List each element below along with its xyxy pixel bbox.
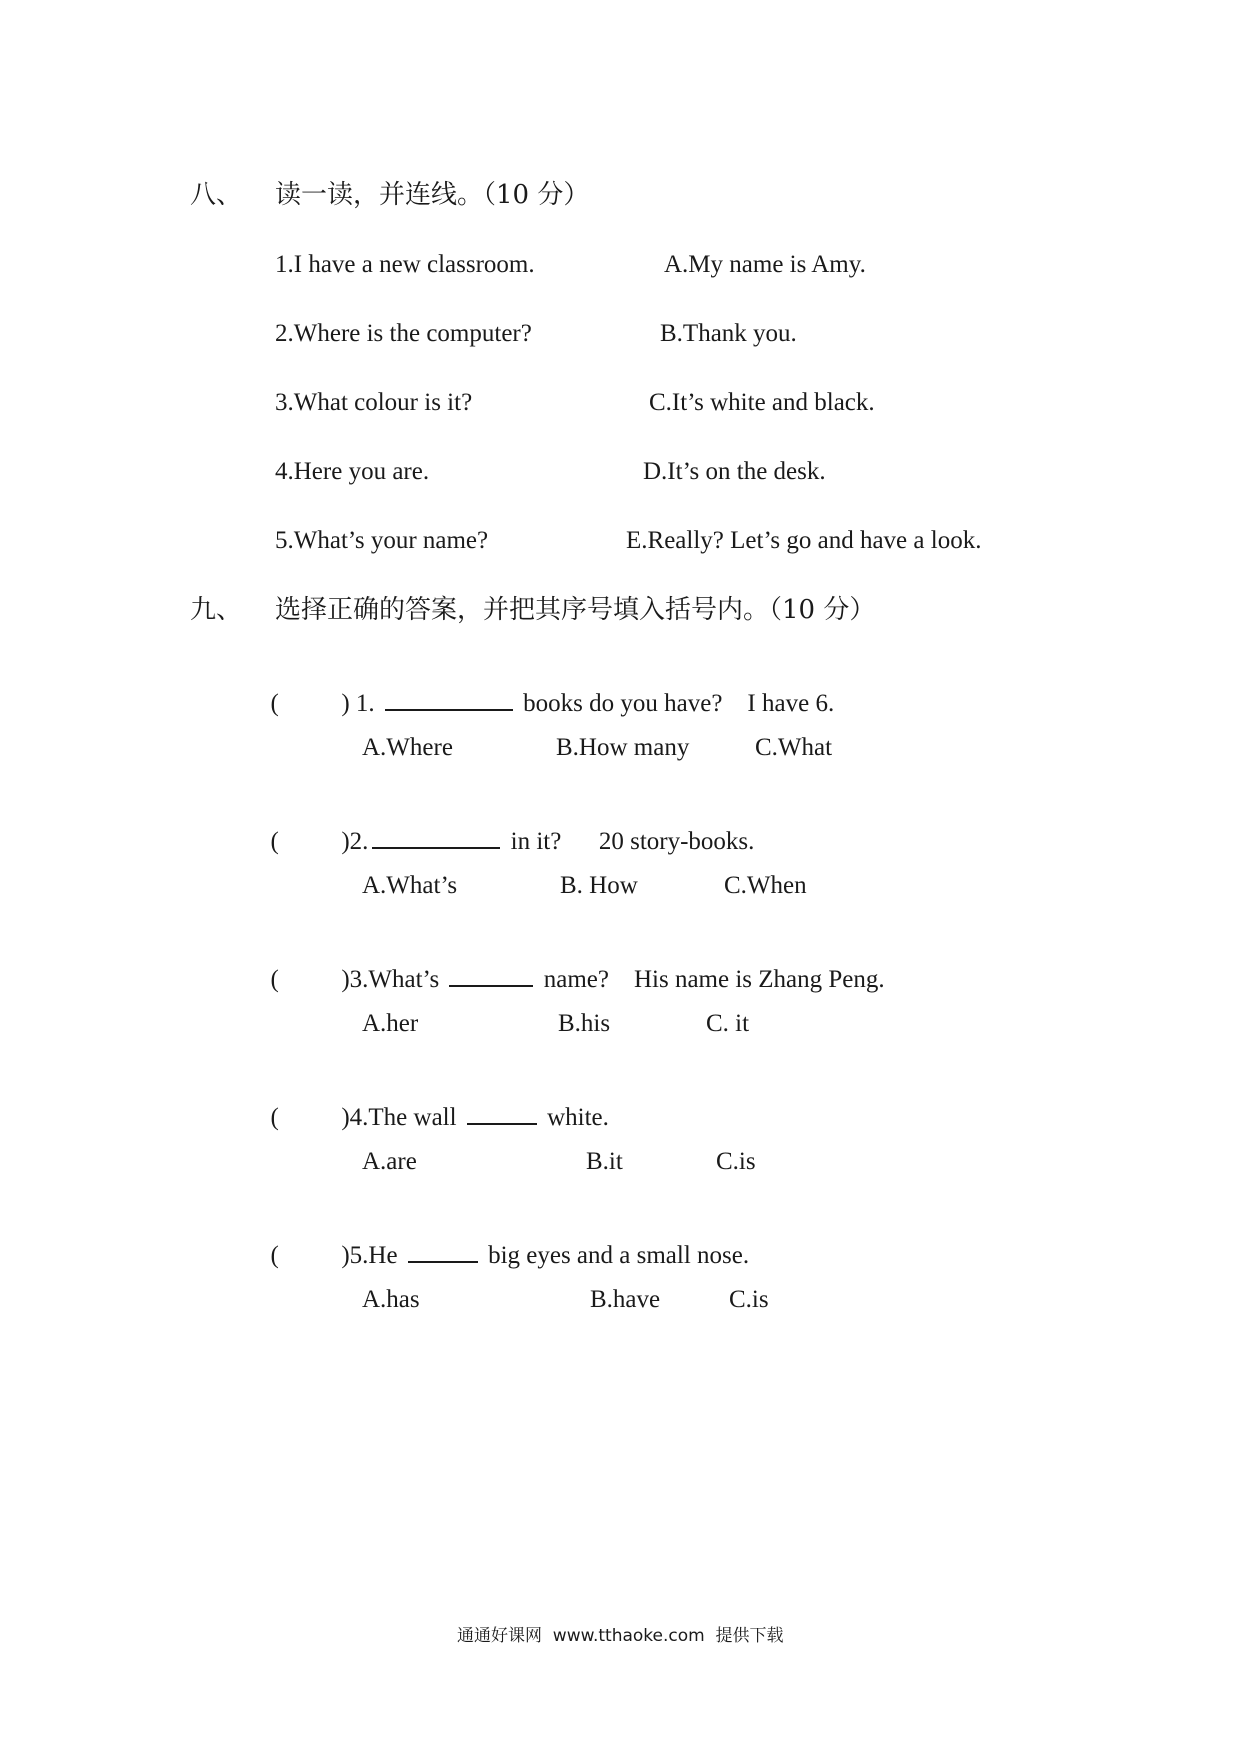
q2-option-a: A.What’s xyxy=(362,872,458,899)
match-left-4: 4.Here you are. xyxy=(275,458,430,485)
q1-option-c: C.What xyxy=(755,734,833,761)
match-right-e: E.Really? Let’s go and have a look. xyxy=(626,527,982,554)
q1-option-a: A.Where xyxy=(362,734,453,761)
q3-option-b: B.his xyxy=(558,1010,611,1037)
match-left-2: 2.Where is the computer? xyxy=(275,320,532,347)
question-4-prefix: 4.The wall xyxy=(349,1104,463,1131)
match-right-a: A.My name is Amy. xyxy=(664,251,866,278)
section-8-title: 读一读，并连线。（10 分） xyxy=(275,180,590,210)
question-1-suffix: books do you have? I have 6. xyxy=(516,690,835,717)
question-4 xyxy=(258,1080,609,1130)
answer-parentheses[interactable]: ( ) xyxy=(270,690,350,717)
question-5 xyxy=(258,1218,749,1268)
q3-option-a: A.her xyxy=(362,1010,419,1037)
fill-in-blank[interactable] xyxy=(408,1260,478,1263)
question-2-suffix: in it? 20 story-books. xyxy=(504,828,755,855)
match-right-d: D.It’s on the desk. xyxy=(643,458,826,485)
q2-option-c: C.When xyxy=(724,872,807,899)
question-2 xyxy=(258,804,754,854)
answer-parentheses[interactable]: ( ) xyxy=(270,966,350,993)
fill-in-blank[interactable] xyxy=(449,984,533,987)
question-2-prefix: 2. xyxy=(349,828,369,855)
q4-option-b: B.it xyxy=(586,1148,623,1175)
answer-parentheses[interactable]: ( ) xyxy=(270,1104,350,1131)
q5-option-b: B.have xyxy=(590,1286,661,1313)
q4-option-a: A.are xyxy=(362,1148,417,1175)
question-1 xyxy=(258,666,834,716)
section-9-title: 选择正确的答案，并把其序号填入括号内。（10 分） xyxy=(275,595,876,625)
q5-option-a: A.has xyxy=(362,1286,420,1313)
q2-option-b: B. How xyxy=(560,872,638,899)
question-4-suffix: white. xyxy=(540,1104,609,1131)
section-9-number: 九、 xyxy=(190,595,243,625)
fill-in-blank[interactable] xyxy=(467,1122,537,1125)
match-right-c: C.It’s white and black. xyxy=(649,389,875,416)
question-5-suffix: big eyes and a small nose. xyxy=(481,1242,750,1269)
match-left-3: 3.What colour is it? xyxy=(275,389,473,416)
match-left-1: 1.I have a new classroom. xyxy=(275,251,535,278)
question-3-prefix: 3.What’s xyxy=(349,966,446,993)
section-8-number: 八、 xyxy=(190,180,243,210)
question-3 xyxy=(258,942,885,992)
q4-option-c: C.is xyxy=(716,1148,756,1175)
answer-parentheses[interactable]: ( ) xyxy=(270,1242,350,1269)
match-left-5: 5.What’s your name? xyxy=(275,527,489,554)
q5-option-c: C.is xyxy=(729,1286,769,1313)
question-5-prefix: 5.He xyxy=(349,1242,404,1269)
fill-in-blank[interactable] xyxy=(385,708,513,711)
q3-option-c: C. it xyxy=(706,1010,750,1037)
footer-download-note: 通通好课网 www.tthaoke.com 提供下载 xyxy=(457,1626,784,1646)
fill-in-blank[interactable] xyxy=(372,846,500,849)
question-3-suffix: name? His name is Zhang Peng. xyxy=(537,966,885,993)
question-1-prefix: 1. xyxy=(349,690,381,717)
q1-option-b: B.How many xyxy=(556,734,690,761)
match-right-b: B.Thank you. xyxy=(660,320,797,347)
answer-parentheses[interactable]: ( ) xyxy=(270,828,350,855)
